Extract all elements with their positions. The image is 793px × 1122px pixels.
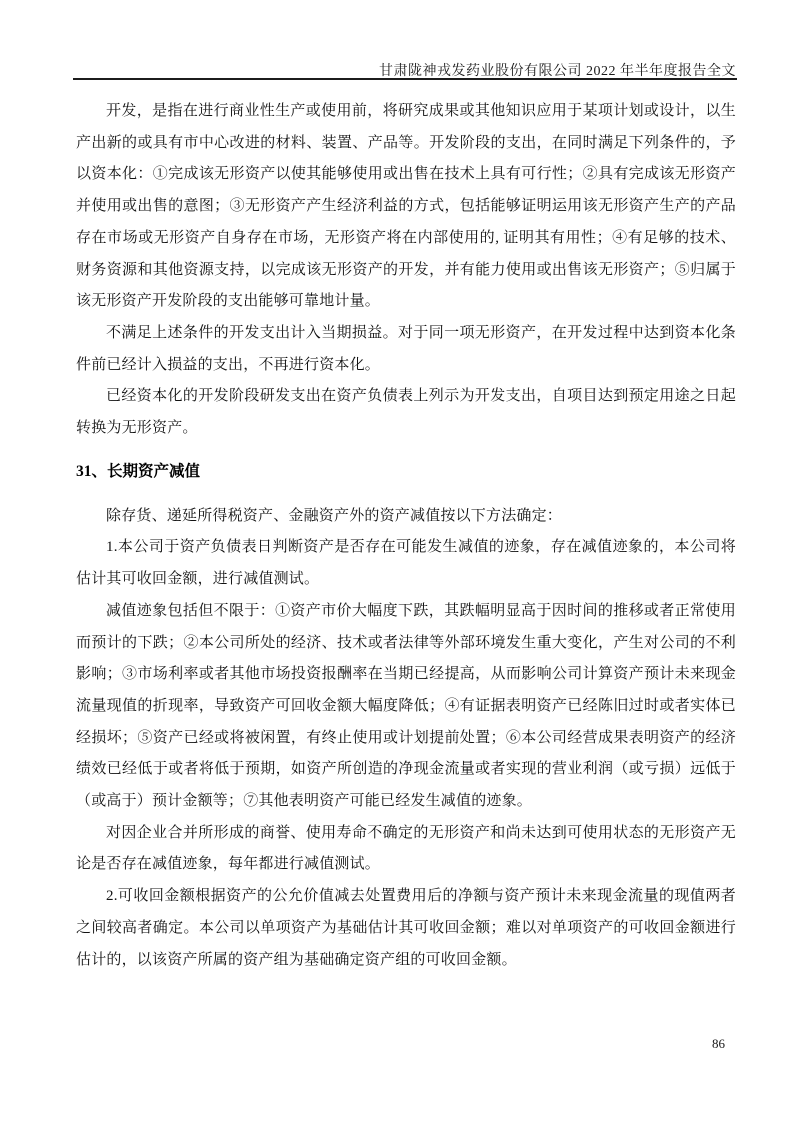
paragraph-goodwill-annual-test: 对因企业合并所形成的商誉、使用寿命不确定的无形资产和尚未达到可使用状态的无形资产无论是否存在减值迹象，每年都进行减值测试。 [76,824,736,873]
paragraph-impairment-item1: 1.本公司于资产负债表日判断资产是否存在可能发生减值的迹象，存在减值迹象的，本公司将估计其可收回金额，进行减值测试。 [76,539,736,588]
page-header-title: 甘肃陇神戎发药业股份有限公司 2022 年半年度报告全文 [379,64,736,79]
paragraph-development-definition: 开发，是指在进行商业性生产或使用前，将研究成果或其他知识应用于某项计划或设计，以生产出新的或具有市中心改进的材料、装置、产品等。开发阶段的支出，在同时满足下列条件的，予以资本化：①完成该无形资产以使其能够使用或出售在技术上具有可行性；②具有完成该无形资产并使用或出售的意图；③无形资产产生经济利益的方式，包括能够证明运用该无形资产生产的产品存在市场或无形资产自身存在市场，无形资产将在内部使用的, 证明其有用性；④有足够的技术、财务资源和其他资源支持，以完成该无形资产的开发，并有能力使用或出售该无形资产；⑤归属于该无形资产开发阶段的支出能够可靠地计量。 [76,103,736,310]
page-number: 86 [712,1036,725,1051]
paragraph-unmet-conditions: 不满足上述条件的开发支出计入当期损益。对于同一项无形资产，在开发过程中达到资本化条件前已经计入损益的支出，不再进行资本化。 [76,324,736,373]
paragraph-impairment-intro: 除存货、递延所得税资产、金融资产外的资产减值按以下方法确定： [106,507,563,524]
paragraph-recoverable-item2: 2.可收回金额根据资产的公允价值减去处置费用后的净额与资产预计未来现金流量的现值两者之间较高者确定。本公司以单项资产为基础估计其可收回金额；难以对单项资产的可收回金额进行估计的，以该资产所属的资产组为基础确定资产组的可收回金额。 [76,888,736,968]
paragraph-capitalized-rd: 已经资本化的开发阶段研发支出在资产负债表上列示为开发支出，自项目达到预定用途之日起转换为无形资产。 [76,388,736,437]
document-body [76,96,736,976]
paragraph-impairment-signs: 减值迹象包括但不限于：①资产市价大幅度下跌，其跌幅明显高于因时间的推移或者正常使用而预计的下跌；②本公司所处的经济、技术或者法律等外部环境发生重大变化，产生对公司的不利影响；③市场利率或者其他市场投资报酬率在当期已经提高，从而影响公司计算资产预计未来现金流量现值的折现率，导致资产可回收金额大幅度降低；④有证据表明资产已经陈旧过时或者实体已经损坏；⑤资产已经或将被闲置，有终止使用或计划提前处置；⑥本公司经营成果表明资产的经济绩效已经低于或者将低于预期，如资产所创造的净现金流量或者实现的营业利润（或亏损）远低于（或高于）预计金额等；⑦其他表明资产可能已经发生减值的迹象。 [76,602,736,810]
section-heading-31-long-term-asset-impairment: 31、长期资产减值 [76,462,201,480]
header-rule [73,78,737,80]
